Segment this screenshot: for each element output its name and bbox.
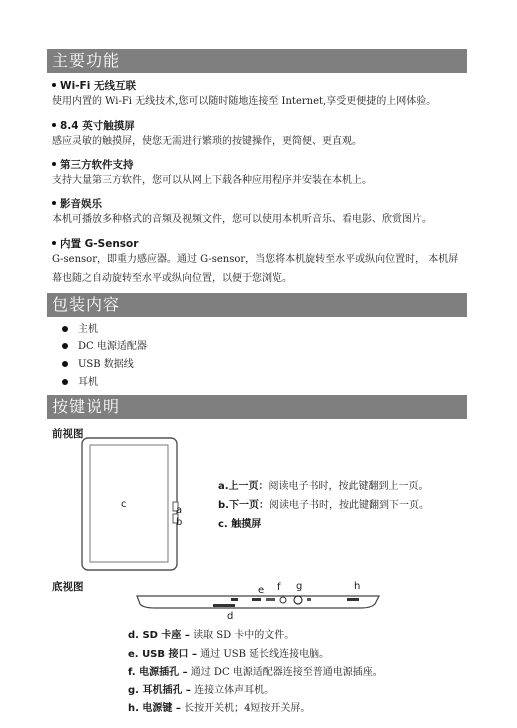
bullet-icon xyxy=(62,379,68,385)
bullet-icon xyxy=(62,326,68,332)
bottom-view-heading: 底视图 xyxy=(52,581,84,593)
port-desc-h: h. 电源键 – 长按开关机；4短按开关屏。 xyxy=(128,703,311,714)
section-features-heading: 主要功能 xyxy=(47,49,467,73)
feature-gsensor-desc: G-sensor，即重力感应器。通过 G-sensor，当您将本机旋转至水平或纵向位置时， 本机屏幕也随之自动旋转至水平或纵向位置，以便于您浏览。 xyxy=(52,254,459,284)
front-view-device-illustration xyxy=(80,436,190,572)
feature-media-desc: 本机可播放多种格式的音频及视频文件，您可以使用本机听音乐、看电影、欣赏图片。 xyxy=(52,214,432,225)
bullet-icon xyxy=(52,201,56,205)
bullet-icon xyxy=(62,343,68,349)
package-item: 主机 xyxy=(62,320,98,335)
bottom-label-h: h xyxy=(354,581,361,592)
section-buttons-heading: 按键说明 xyxy=(47,395,467,419)
front-label-c: c xyxy=(121,499,127,510)
feature-apps-title: 第三方软件支持 xyxy=(52,157,134,172)
package-item: DC 电源适配器 xyxy=(62,337,147,352)
bottom-label-f: f xyxy=(277,582,281,593)
feature-gsensor-title: 内置 G-Sensor xyxy=(52,236,138,251)
front-label-a: a xyxy=(176,505,183,516)
feature-wifi-title: Wi-Fi 无线互联 xyxy=(52,78,136,93)
feature-touchscreen-title: 8.4 英寸触摸屏 xyxy=(52,118,135,133)
port-desc-d: d. SD 卡座 – 读取 SD 卡中的文件。 xyxy=(128,630,295,641)
bullet-icon xyxy=(52,83,56,87)
bottom-label-d: d xyxy=(227,611,234,622)
bullet-icon xyxy=(52,123,56,127)
bullet-icon xyxy=(52,241,56,245)
bottom-label-e: e xyxy=(258,585,265,596)
feature-media-title: 影音娱乐 xyxy=(52,196,102,211)
front-label-b: b xyxy=(176,517,183,528)
port-desc-e: e. USB 接口 – 通过 USB 延长线连接电脑。 xyxy=(128,649,330,660)
bullet-icon xyxy=(52,162,56,166)
key-desc-c: c. 触摸屏 xyxy=(218,519,262,530)
key-desc-a: a.上一页：阅读电子书时，按此键翻到上一页。 xyxy=(218,481,429,492)
front-view-heading: 前视图 xyxy=(52,428,84,440)
feature-wifi-desc: 使用内置的 Wi-Fi 无线技术,您可以随时随地连接至 Internet,享受更便捷的上网体验。 xyxy=(52,96,437,107)
port-desc-f: f. 电源插孔 – 通过 DC 电源适配器连接至普通电源插座。 xyxy=(128,667,383,678)
bullet-icon xyxy=(62,361,68,367)
package-item: 耳机 xyxy=(62,373,98,388)
section-package-heading: 包装内容 xyxy=(47,293,467,317)
feature-apps-desc: 支持大量第三方软件，您可以从网上下载各种应用程序并安装在本机上。 xyxy=(52,175,372,186)
port-desc-g: g. 耳机插孔 – 连接立体声耳机。 xyxy=(128,685,275,696)
bottom-label-g: g xyxy=(296,581,303,592)
key-desc-b: b.下一页：阅读电子书时，按此键翻到下一页。 xyxy=(218,500,429,511)
package-item: USB 数据线 xyxy=(62,355,134,370)
feature-touchscreen-desc: 感应灵敏的触摸屏，使您无需进行繁琐的按键操作，更简便、更直观。 xyxy=(52,136,362,147)
